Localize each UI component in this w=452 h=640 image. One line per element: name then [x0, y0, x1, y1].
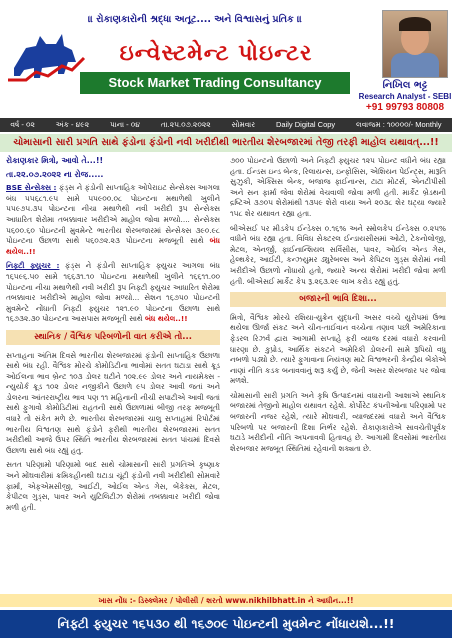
- bse-label: BSE સેન્સેક્સ :: [6, 183, 57, 193]
- outlook-paragraph-1: મિત્રો, વૈશ્વિક મોરચે રશિયા-યુક્રેન યુદ્ધની અસર વચ્ચે યુરોપમાં ઉભા થયેલા ઊર્જા સંકટ અને ચીન-તાઈવાન વચ્ચેના તણાવ પછી અમેરિકાના ફેડરલ રિઝર્વ દ્વારા આગામી સપ્તાહે ફરી વ્યાજ દરમાં વધારો કરવાની ધારણા છે. કુપ્રોડ, આર્થિક સંકટને અમેરિકી ડોલરની સામે રૂપિયો વધુ નબળો પડ્યો છે. ત્યારે ફુગાવાના નિયંત્રણ માટે વિશ્વભરની કેન્દ્રીય બેંકોએ નાણાં નીતિ કડક બનાવવાનું શરૂ કર્યું છે, જેની અસર શેરબજાર પર જોવા મળશે.: [230, 312, 446, 386]
- info-price: લવાજમ : ૧૦૦૦૦/- Monthly: [356, 120, 442, 129]
- info-edition: Daily Digital Copy: [276, 120, 336, 129]
- author-name: નિખિલ ભટ્ટ: [382, 80, 428, 91]
- greeting: રોકાણકાર મિત્રો, આવો તે...!!: [6, 156, 104, 165]
- outlook-paragraph-2: ચોમાસાની સારી પ્રગતિ અને કૃષિ ઉત્પાદનમાં વધારાની આશાએ સ્થાનિક બજારમાં તેજીનો માહોલ યથાવત રહેશે. કોર્પોરેટ કંપનીઓના પરિણામો પર બજારની નજર રહેશે, ત્યારે મોંઘવારી, વ્યાજદરમાં વધારો અને વૈશ્વિક પરિબળો પર બજારની દિશા નિર્ભર રહેશે. રોકાણકારોએ સાવચેતીપૂર્વક ઘટાડે ખરીદીની નીતિ અપનાવવી હિતાવહ છે. આગામી દિવસોમાં ભારતીય શેરબજાર મજબૂત સ્થિતિમાં રહેવાની શક્યતા છે.: [230, 390, 446, 453]
- nifty-paragraph: [6, 261, 220, 325]
- forecast-banner: નિફ્ટી ફ્યુચર ૧૬૫૩૦ થી ૧૬૭૦૯ પોઇન્ટની મુવમેન્ટ નોંધાયશે...!!: [0, 610, 452, 638]
- market-paragraph-1: ૭૦૦ પોઇન્ટનો ઉછાળો અને નિફ્ટી ફ્યુચર ૧૨૫ પોઇન્ટ વધીને બંધ રહ્યા હતા. ઈન્ડસ ઇન્ડ બેન્ક, રિલાયન્સ, ઇન્ફોસિસ, એશિયન પેઈન્ટ્સ, મારૂતિ સુઝુકી, એક્સિસ બેન્ક, બજાજ ફાઈનાન્સ, ટાટા મોટર્સ, એનટીપીસી અને સન ફાર્મા જેવા શેરોમાં વેચવાલી જોવા મળી હતી. માર્કેટ બ્રેડથની દ્રષ્ટિએ ૩૭૦૫ શેરોમાંથી ૧૩૫૯ શેરો વધ્યા અને ૨૦૩૮ શેર ઘટ્યા જ્યારે ૧૫૮ શેર યથાવત રહ્યા હતા.: [230, 156, 446, 218]
- nifty-close: બંધ થયેલ..!!: [144, 314, 188, 324]
- info-date: તા.૨૫.૦૭.૨૦૨૨: [160, 120, 211, 129]
- section-title-outlook: બજારની ભાવિ દિશા...: [230, 292, 446, 307]
- nifty-label: નિફ્ટી ફ્યુચર :: [6, 261, 60, 271]
- author-photo: [382, 10, 448, 78]
- bse-paragraph: [6, 183, 220, 257]
- factors-paragraph-2: સતત પરિણામો પરિણામો બાદ સાથે ચોમાસાની સારી પ્રગતિએ કૃષ્ણાક અને મોંઘવારીમાં ક્રમિકહીનથી ઘટાડા ચૂંટી ફંડોની નવી ખરીદીથી સોમવારે ફાર્મા, એફએમસીજી, આઈટી, ઓઈલ એન્ડ ગેસ, બેંકેક્સ, મેટલ, કેપીટલ ગુડ્સ, પાવર અને યુટિલિટીઝ શેરોમાં તબક્કાવાર ખરીદી જોવા મળી હતી.: [6, 460, 220, 512]
- info-issue: અંક - ૪૯૨: [55, 120, 90, 129]
- info-year: વર્ષ - ૦૨: [10, 120, 35, 129]
- headline: ચોમાસાની સારી પ્રગતિ સાથે ફંડોના ફંડોની નવી ખરીદીથી ભારતીય શેરબજારમાં તેજી તરફી માહોલ યથાવત્...!!: [0, 134, 452, 152]
- subtitle-banner: Stock Market Trading Consultancy: [80, 72, 350, 94]
- left-column: [6, 156, 220, 517]
- date-line: તા.૨૨.૦૭.૨૦૨૨ ના રોજ.....: [6, 169, 104, 179]
- bull-logo-icon: [6, 18, 86, 90]
- bse-close: બંધ થયેલ..!!: [6, 236, 220, 256]
- market-paragraph-2: બીએસઈ પર મીડકેપ ઈન્ડેક્સ ૦.૧૬% અને સ્મોલકેપ ઈન્ડેક્સ ૦.૨૫% વધીને બંધ રહ્યા હતા. વિવિધ સેક્ટરલ ઈન્ડાયસીસમાં ઓટો, ટેકનોલોજી, મેટલ, એનર્જી, ફાઈનાન્શિયલ સર્વિસીસ, પાવર, ઓઈલ એન્ડ ગેસ, હેલ્થકેર, આઈટી, કન્ઝયુમર ડ્યુરેબલ્સ અને કેપિટલ ગુડ્સ શેરોમાં નવી ખરીદીએ ઉછાળો નોંધાયો હતો, જ્યારે અન્ય શેરોમાં ખરીદી જોવા મળી હતી. બીએસઈ માર્કેટ કેપ રૂ.૨૬૩.૨૯ લાખ કરોડ રહ્યું હતું.: [230, 223, 446, 286]
- section-title-factors: સ્થાનિક / વૈશ્વિક પરિબળોની વાત કરીએ તો...: [6, 330, 220, 345]
- bse-text: ફંડ્સ ને ફંડોની સાપ્તાહિક ઓપેરાઇટ સેન્સેક્સ આગલા બંધ ૫૫૬૮૧.૯૫ સામે ૫૫૯૦૦.૦૮ પોઇન્ટના મથાળેથી ખુલીને ૫૫૯૭૫.૩૫ પોઇન્ટના નીચા મથાળેથી નવી ખરીદી રૂપ સેન્સેક્સ આધારિત શેરોમા તબક્કાવાર ખરીદીએ માહોલ જોવા મળ્યો.... સેન્સેક્સ ૫૬૦૦.૬૦ પોઇન્ટની મુવમેન્ટે ભારતીય શેરબજારમાં સેન્સેક્સ ૩૯૦.૯૮ પોઇન્ટના ઉછાળા સાથે ૫૬૦૭૨.૨૩ પોઇન્ટના મજબૂતી સાથે: [6, 183, 220, 246]
- info-bar: [0, 118, 452, 132]
- nifty-text: ફંડ્સ ને ફંડોની સાપ્તાહિક ફ્યુચર આગલા બંધ ૧૬૫૯૬.૫૦ સામે ૧૬૬૩૧.૧૦ પોઇન્ટના મથાળેથી ખુલીને ૧૬૬૧૧.૦૦ પોઇન્ટના નીચા મથાળેથી નવી ખરીદી રૂપ નિફ્ટી ફ્યુચર આધારિત શેરોમા તબક્કાવાર ખરીદીએ માહોલ જોવા મળ્યો... સેશન ૧૬૭૫૦ પોઇન્ટની મુવમેન્ટે નોંધાતી નિફ્ટી ફ્યુચર ૧૨૧.૯૦ પોઇન્ટના ઉછાળા સાથે ૧૬૭૩૨.૩૦ પોઇન્ટના આસપાસ મજબૂતી સાથે: [6, 261, 220, 324]
- info-day: સોમવાર: [231, 120, 256, 129]
- tagline: ॥ રોકાણકારોની શ્રદ્ધા અતૂટ.... અને વિશ્વાસનું પ્રતિક ॥: [87, 14, 303, 25]
- page-title: ઇન્વેસ્ટમેન્ટ પોઇન્ટર: [119, 40, 313, 66]
- author-phone: +91 99793 80808: [365, 102, 445, 113]
- right-column: [230, 156, 446, 458]
- disclaimer-bar: ખાસ નોંધ :- ડિસ્ક્લેમર / પોલીસી / શરતો www.nikhilbhatt.in ને આધીન...!!: [0, 594, 452, 607]
- info-pages: પાના - ૦૪: [109, 120, 140, 129]
- author-designation: Research Analyst - SEBI: [358, 92, 452, 101]
- factors-paragraph-1: સપ્તાહના અંતિમ દિવસે ભારતીય શેરબજારમાં ફંડોની સાપ્તાહિક ઉછાળા સાથે બંધ રહી. વૈશ્વિક મોરચે કોમોડિટીના ભાવોમાં સતત ઘટાડા સાથે ક્રૂડ ઓઈલના ભાવ બ્રેન્ટ ૧૦૩ ડોલર ઘટીને ૧૦૨.૯૯ ડોલર અને નાયમેક્સ - ન્યુયોર્ક ક્રૂડ ૧૦૨ ડોલર નજીકીને ઉછાળે ૯૫ ડોલર આવી જતાં અને ડોલરના આંતરરાષ્ટ્રીય ભાવ પણ ૧૧ મહિનાની નીચી સપાટીએ આવી જતાં સાથે ફુગાવો કોમોડિટીમાં રાહતની સાથે ઉછાળામાં બીજી તરફ મજબૂતી વધારે તો સંકેત મળે છે. ભારતીય શેરબજારમાં ચાલુ સપ્તાહમાં રિપોર્ટમાં ભારતીય વિશ્વતણ સાથે ફંડોને ફરીથી ભારતીય શેરબજારમાં સતત ખરીદીથી આજે ઉપર સ્થિતિ ભારતીય શેરબજારમાં સતત પાંચમાં દિવસે ઉછાળા સાથે બંધ રહ્યું હતુ.: [6, 350, 220, 455]
